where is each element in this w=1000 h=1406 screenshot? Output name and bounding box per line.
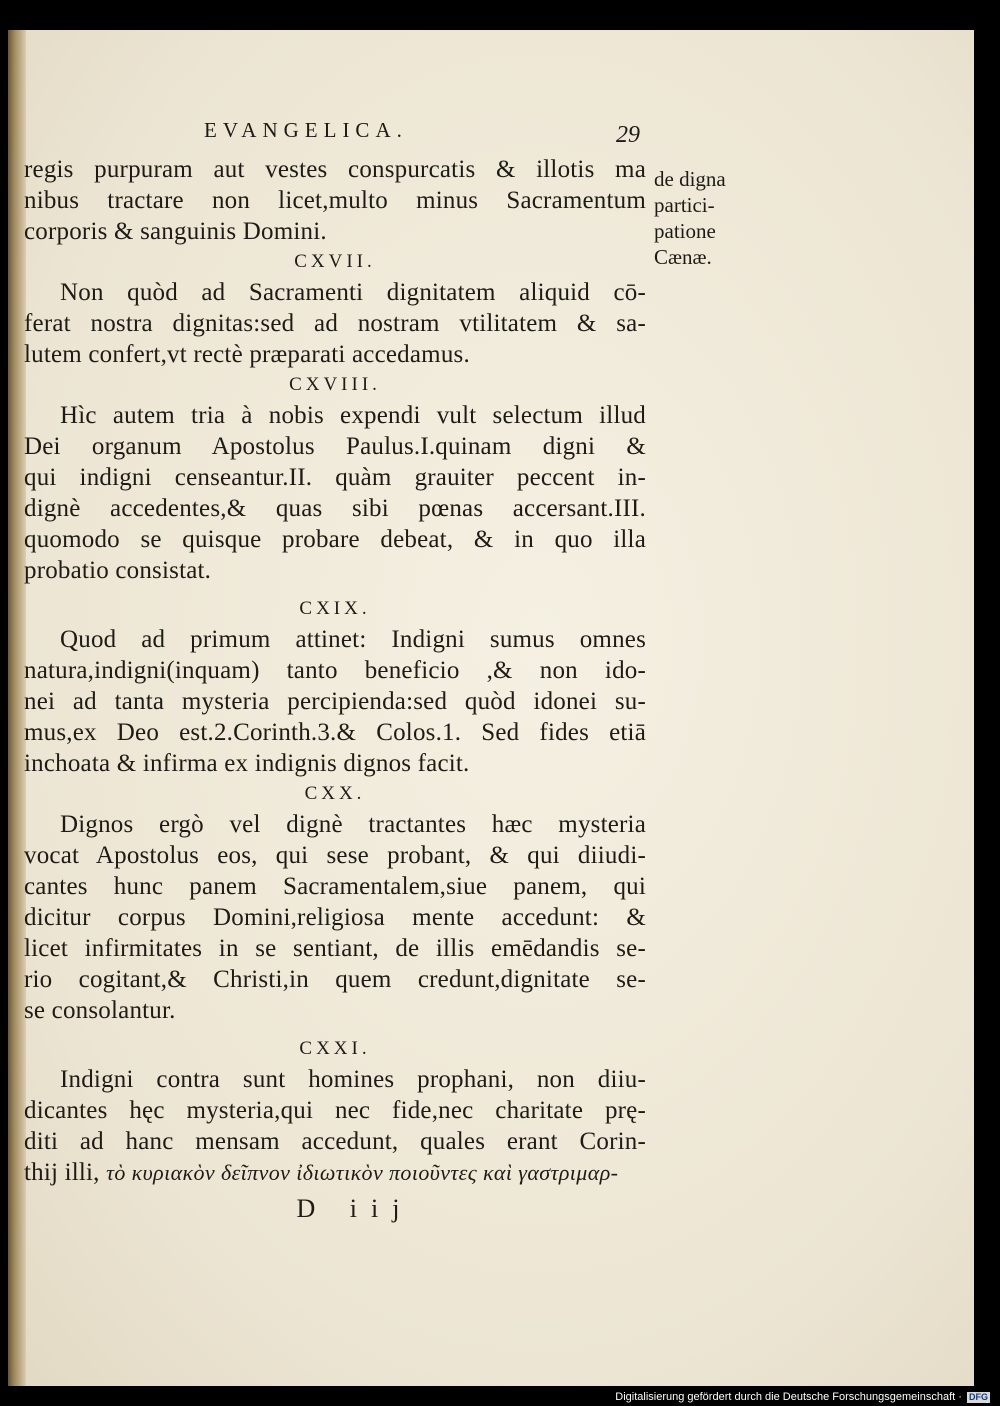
text-line: Non quòd ad Sacramenti dignitatem aliquid cō- xyxy=(60,279,646,306)
text-line: corporis & sanguinis Domini. xyxy=(24,218,327,245)
running-head: EVANGELICA. xyxy=(204,118,408,142)
book-page xyxy=(8,30,974,1386)
marginal-note xyxy=(654,166,764,270)
text-line: Indigni contra sunt homines prophani, non diiu- xyxy=(60,1066,646,1093)
text-line: lutem confert,vt rectè præparati accedamus. xyxy=(24,341,470,368)
text-line: inchoata & infirma ex indignis dignos facit. xyxy=(24,750,470,777)
marginal-note-line: Cænæ. xyxy=(654,245,712,269)
text-line: natura,indigni(inquam) tanto beneficio ,& non ido- xyxy=(24,657,646,684)
section-heading: CXVII. xyxy=(294,251,376,272)
signature-mark: D iij xyxy=(296,1194,414,1223)
text-line: diti ad hanc mensam accedunt, quales erant Corin- xyxy=(24,1128,646,1155)
digitization-credit: Digitalisierung gefördert durch die Deutsche Forschungsgemeinschaft · DFG xyxy=(615,1391,988,1403)
section-heading: CXX. xyxy=(304,783,366,804)
text-line: Hìc autem tria à nobis expendi vult selectum illud xyxy=(60,402,646,429)
text-line: probatio consistat. xyxy=(24,557,212,584)
dfg-logo: DFG xyxy=(969,1391,988,1402)
text-line: cantes hunc panem Sacramentalem,siue panem, qui xyxy=(24,873,646,900)
section-heading: CXXI. xyxy=(299,1038,371,1059)
text-line: rio cogitant,& Christi,in quem credunt,dignitate se- xyxy=(24,966,646,993)
text-line: regis purpuram aut vestes conspurcatis & illotis ma xyxy=(24,156,646,183)
text-line: se consolantur. xyxy=(24,997,176,1024)
text-line: vocat Apostolus eos, qui sese probant, & qui diiudi- xyxy=(24,842,646,869)
text-line: Dignos ergò vel dignè tractantes hæc mysteria xyxy=(60,811,646,838)
text-line: Quod ad primum attinet: Indigni sumus omnes xyxy=(60,626,646,653)
text-line: dignè accedentes,& quas sibi pœnas accersant.III. xyxy=(24,495,646,522)
text-line-mixed xyxy=(24,1157,646,1188)
latin-fragment: thij illi, xyxy=(24,1159,100,1186)
text-line: nibus tractare non licet,multo minus Sacramentum xyxy=(24,187,646,214)
section-heading: CXVIII. xyxy=(289,374,381,395)
marginal-note-line: partici- xyxy=(654,193,715,217)
text-line: dicantes hęc mysteria,qui nec fide,nec charitate prę- xyxy=(24,1097,646,1124)
text-line: Dei organum Apostolus Paulus.I.quinam digni & xyxy=(24,433,646,460)
marginal-note-line: patione xyxy=(654,219,716,243)
text-line: ferat nostra dignitas:sed ad nostram vtilitatem & sa- xyxy=(24,310,646,337)
text-line: quomodo se quisque probare debeat, & in quo illa xyxy=(24,526,646,553)
text-line: mus,ex Deo est.2.Corinth.3.& Colos.1. Sed fides etiā xyxy=(24,719,646,746)
text-line: dicitur corpus Domini,religiosa mente accedunt: & xyxy=(24,904,646,931)
section-heading: CXIX. xyxy=(299,598,371,619)
page-number: 29 xyxy=(616,122,640,148)
text-line: licet infirmitates in se sentiant, de illis emēdandis se- xyxy=(24,935,646,962)
main-text xyxy=(24,154,646,1224)
text-line: qui indigni censeantur.II. quàm grauiter peccent in- xyxy=(24,464,646,491)
text-line: nei ad tanta mysteria percipienda:sed quòd idonei su- xyxy=(24,688,646,715)
marginal-note-line: de digna xyxy=(654,167,726,191)
credit-text: Digitalisierung gefördert durch die Deutsche Forschungsgemeinschaft xyxy=(615,1391,956,1403)
greek-quotation: τὸ κυριακὸν δεῖπνον ἰδιωτικὸν ποιοῦντες καὶ γαστριμαρ- xyxy=(106,1160,619,1185)
